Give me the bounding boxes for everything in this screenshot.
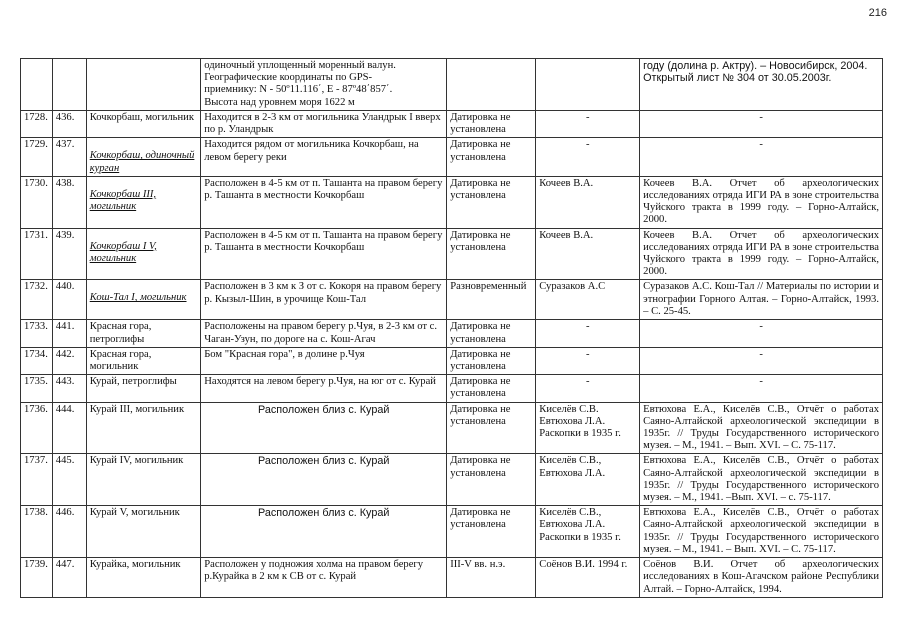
cell-n2: 439. — [52, 228, 86, 280]
cell-description: Расположен близ с. Курай — [201, 506, 447, 558]
cell-author: Кочеев В.А. — [536, 176, 640, 228]
cell-n1: 1728. — [21, 111, 53, 138]
monument-name: Курай III, могильник — [89, 403, 185, 415]
cell-n1: 1733. — [21, 320, 53, 347]
cell-description: Расположен в 4-5 км от п. Ташанта на правом берегу р. Ташанта в местности Кочкорбаш — [201, 176, 447, 228]
cell-description: Расположен близ с. Курай — [201, 402, 447, 454]
cell-name — [86, 347, 201, 374]
cell-n2: 438. — [52, 176, 86, 228]
table-row — [21, 320, 883, 347]
cell-literature: Евтюхова Е.А., Киселёв С.В., Отчёт о работах Саяно-Алтайской археологической экспедиции в 1935г. // Труды Государственного исторического музея. – М., 1941. – Вып. XVI. – С. 75-117. — [640, 402, 883, 454]
monuments-table — [20, 58, 883, 598]
cell-description: Расположен в 3 км к З от с. Кокоря на правом берегу р. Кызыл-Шин, в урочище Кош-Тал — [201, 280, 447, 320]
cell-author: - — [536, 347, 640, 374]
monument-name: Кочкорбаш III, могильник — [89, 188, 157, 213]
cell-author: Киселёв С.В., Евтюхова Л.А. — [536, 454, 640, 506]
cell-n2: 442. — [52, 347, 86, 374]
cell-n2: 441. — [52, 320, 86, 347]
cell-n1 — [21, 59, 53, 111]
monument-name: Кочкорбаш, одиночный курган — [89, 150, 195, 174]
cell-description: Расположены на правом берегу р.Чуя, в 2-3 км от с. Чаган-Узун, по дороге на с. Кош-Агач — [201, 320, 447, 347]
cell-n1: 1732. — [21, 280, 53, 320]
cell-date: Датировка не установлена — [447, 138, 536, 176]
cell-literature: - — [640, 111, 883, 138]
cell-n2: 436. — [52, 111, 86, 138]
cell-literature: Кочеев В.А. Отчет об археологических исследованиях отряда ИГИ РА в зоне строительства Чуйского тракта в 1999 году. – Горно-Алтайск, 2000. — [640, 176, 883, 228]
table-row — [21, 375, 883, 402]
cell-n1: 1734. — [21, 347, 53, 374]
desc-line: Высота над уровнем моря 1622 м — [204, 96, 355, 108]
table-row — [21, 111, 883, 138]
cell-author: Киселёв С.В., Евтюхова Л.А. Раскопки в 1935 г. — [536, 506, 640, 558]
cell-date: Датировка не установлена — [447, 375, 536, 402]
table-row — [21, 558, 883, 598]
cell-name — [86, 375, 201, 402]
cell-date: Датировка не установлена — [447, 176, 536, 228]
cell-name — [86, 228, 201, 280]
cell-n1: 1737. — [21, 454, 53, 506]
cell-description: Расположен у подножия холма на правом берегу р.Курайка в 2 км к СВ от с. Курай — [201, 558, 447, 598]
cell-name — [86, 138, 201, 176]
cell-date: Датировка не установлена — [447, 506, 536, 558]
cell-description — [201, 59, 447, 111]
cell-literature: Евтюхова Е.А., Киселёв С.В., Отчёт о работах Саяно-Алтайской археологической экспедиции в 1935г. // Труды Государственного исторического музея. – М., 1941. –Вып. XVI. – с. 75-117. — [640, 454, 883, 506]
cell-author: - — [536, 111, 640, 138]
cell-name — [86, 506, 201, 558]
cell-date: Датировка не установлена — [447, 228, 536, 280]
cell-literature: - — [640, 320, 883, 347]
table-row — [21, 228, 883, 280]
cell-literature — [640, 59, 883, 111]
cell-date: Датировка не установлена — [447, 454, 536, 506]
cell-n2: 445. — [52, 454, 86, 506]
cell-description: Находятся на левом берегу р.Чуя, на юг от с. Курай — [201, 375, 447, 402]
lit-line: Открытый лист № 304 от 30.05.2003г. — [643, 72, 832, 85]
cell-author: Киселёв С.В. Евтюхова Л.А. Раскопки в 1935 г. — [536, 402, 640, 454]
cell-description: Бом "Красная гора", в долине р.Чуя — [201, 347, 447, 374]
page-number: 216 — [868, 7, 887, 19]
table-row — [21, 176, 883, 228]
table-row — [21, 280, 883, 320]
lit-line: году (долина р. Актру). – Новосибирск, 2004. — [643, 60, 868, 72]
table-row — [21, 138, 883, 176]
table-row — [21, 402, 883, 454]
cell-n1: 1729. — [21, 138, 53, 176]
cell-n2: 440. — [52, 280, 86, 320]
cell-n1: 1739. — [21, 558, 53, 598]
desc-line: приемнику: N - 50º11.116΄, E - 87º48΄857΄. — [204, 84, 393, 96]
cell-literature: - — [640, 138, 883, 176]
cell-literature: Кочеев В.А. Отчет об археологических исследованиях отряда ИГИ РА в зоне строительства Чуйского тракта в 1999 году. – Горно-Алтайск, 2000. — [640, 228, 883, 280]
cell-n1: 1731. — [21, 228, 53, 280]
cell-name — [86, 176, 201, 228]
monument-name: Красная гора, могильник — [89, 348, 152, 373]
table-row — [21, 454, 883, 506]
cell-n2: 444. — [52, 402, 86, 454]
monument-name: Курайка, могильник — [89, 559, 181, 571]
cell-author: Суразаков А.С — [536, 280, 640, 320]
table-row — [21, 506, 883, 558]
monument-name: Кочкорбаш, могильник — [89, 112, 194, 123]
cell-literature: Суразаков А.С. Кош-Тал // Материалы по истории и этнографии Горного Алтая. – Горно-Алтайск, 1993. – С. 25-45. — [640, 280, 883, 320]
cell-n2: 446. — [52, 506, 86, 558]
cell-date: Датировка не установлена — [447, 111, 536, 138]
cell-author: - — [536, 375, 640, 402]
cell-n2: 447. — [52, 558, 86, 598]
cell-name — [86, 558, 201, 598]
cell-name — [86, 111, 201, 138]
cell-date: III-V вв. н.э. — [447, 558, 536, 598]
cell-description: Расположен близ с. Курай — [201, 454, 447, 506]
table-row-continued — [21, 59, 883, 111]
cell-date: Датировка не установлена — [447, 347, 536, 374]
cell-literature: Сoёнов В.И. Отчет об археологических исследованиях в Кош-Агачском районе Республики Алтай. – Горно-Алтайск, 1994. — [640, 558, 883, 598]
monument-name: Курай V, могильник — [89, 507, 180, 519]
cell-n1: 1738. — [21, 506, 53, 558]
cell-description: Находится рядом от могильника Кочкорбаш, на левом берегу реки — [201, 138, 447, 176]
cell-author — [536, 59, 640, 111]
cell-literature: - — [640, 347, 883, 374]
cell-date: Разновременный — [447, 280, 536, 320]
cell-n2: 437. — [52, 138, 86, 176]
cell-name — [86, 59, 201, 111]
monument-name: Курай, петроглифы — [89, 376, 177, 388]
cell-date: Датировка не установлена — [447, 402, 536, 454]
cell-author: - — [536, 320, 640, 347]
cell-description: Находится в 2-3 км от могильника Уландрык I вверх по р. Уландрык — [201, 111, 447, 138]
cell-author: Кочеев В.А. — [536, 228, 640, 280]
cell-name — [86, 320, 201, 347]
cell-name — [86, 402, 201, 454]
monument-name: Курай IV, могильник — [89, 455, 184, 467]
desc-line: Географические координаты по GPS- — [204, 72, 373, 84]
cell-n1: 1735. — [21, 375, 53, 402]
cell-date — [447, 59, 536, 111]
cell-author: - — [536, 138, 640, 176]
monument-name: Кочкорбаш I V, могильник — [89, 240, 157, 264]
cell-literature: Евтюхова Е.А., Киселёв С.В., Отчёт о работах Саяно-Алтайской археологической экспедиции в 1935г. // Труды Государственного исторического музея. – М., 1941. – Вып. XVI. – С. 75-117. — [640, 506, 883, 558]
cell-n1: 1736. — [21, 402, 53, 454]
cell-description: Расположен в 4-5 км от п. Ташанта на правом берегу р. Ташанта в местности Кочкорбаш — [201, 228, 447, 280]
cell-n1: 1730. — [21, 176, 53, 228]
desc-line: одиночный уплощенный моренный валун. — [204, 60, 396, 71]
cell-author: Сoёнов В.И. 1994 г. — [536, 558, 640, 598]
monument-name: Кош-Тал I, могильник — [89, 292, 187, 304]
cell-n2: 443. — [52, 375, 86, 402]
monument-name: Красная гора, петроглифы — [89, 321, 152, 345]
table-row — [21, 347, 883, 374]
cell-date: Датировка не установлена — [447, 320, 536, 347]
cell-name — [86, 280, 201, 320]
cell-literature: - — [640, 375, 883, 402]
cell-n2 — [52, 59, 86, 111]
cell-name — [86, 454, 201, 506]
